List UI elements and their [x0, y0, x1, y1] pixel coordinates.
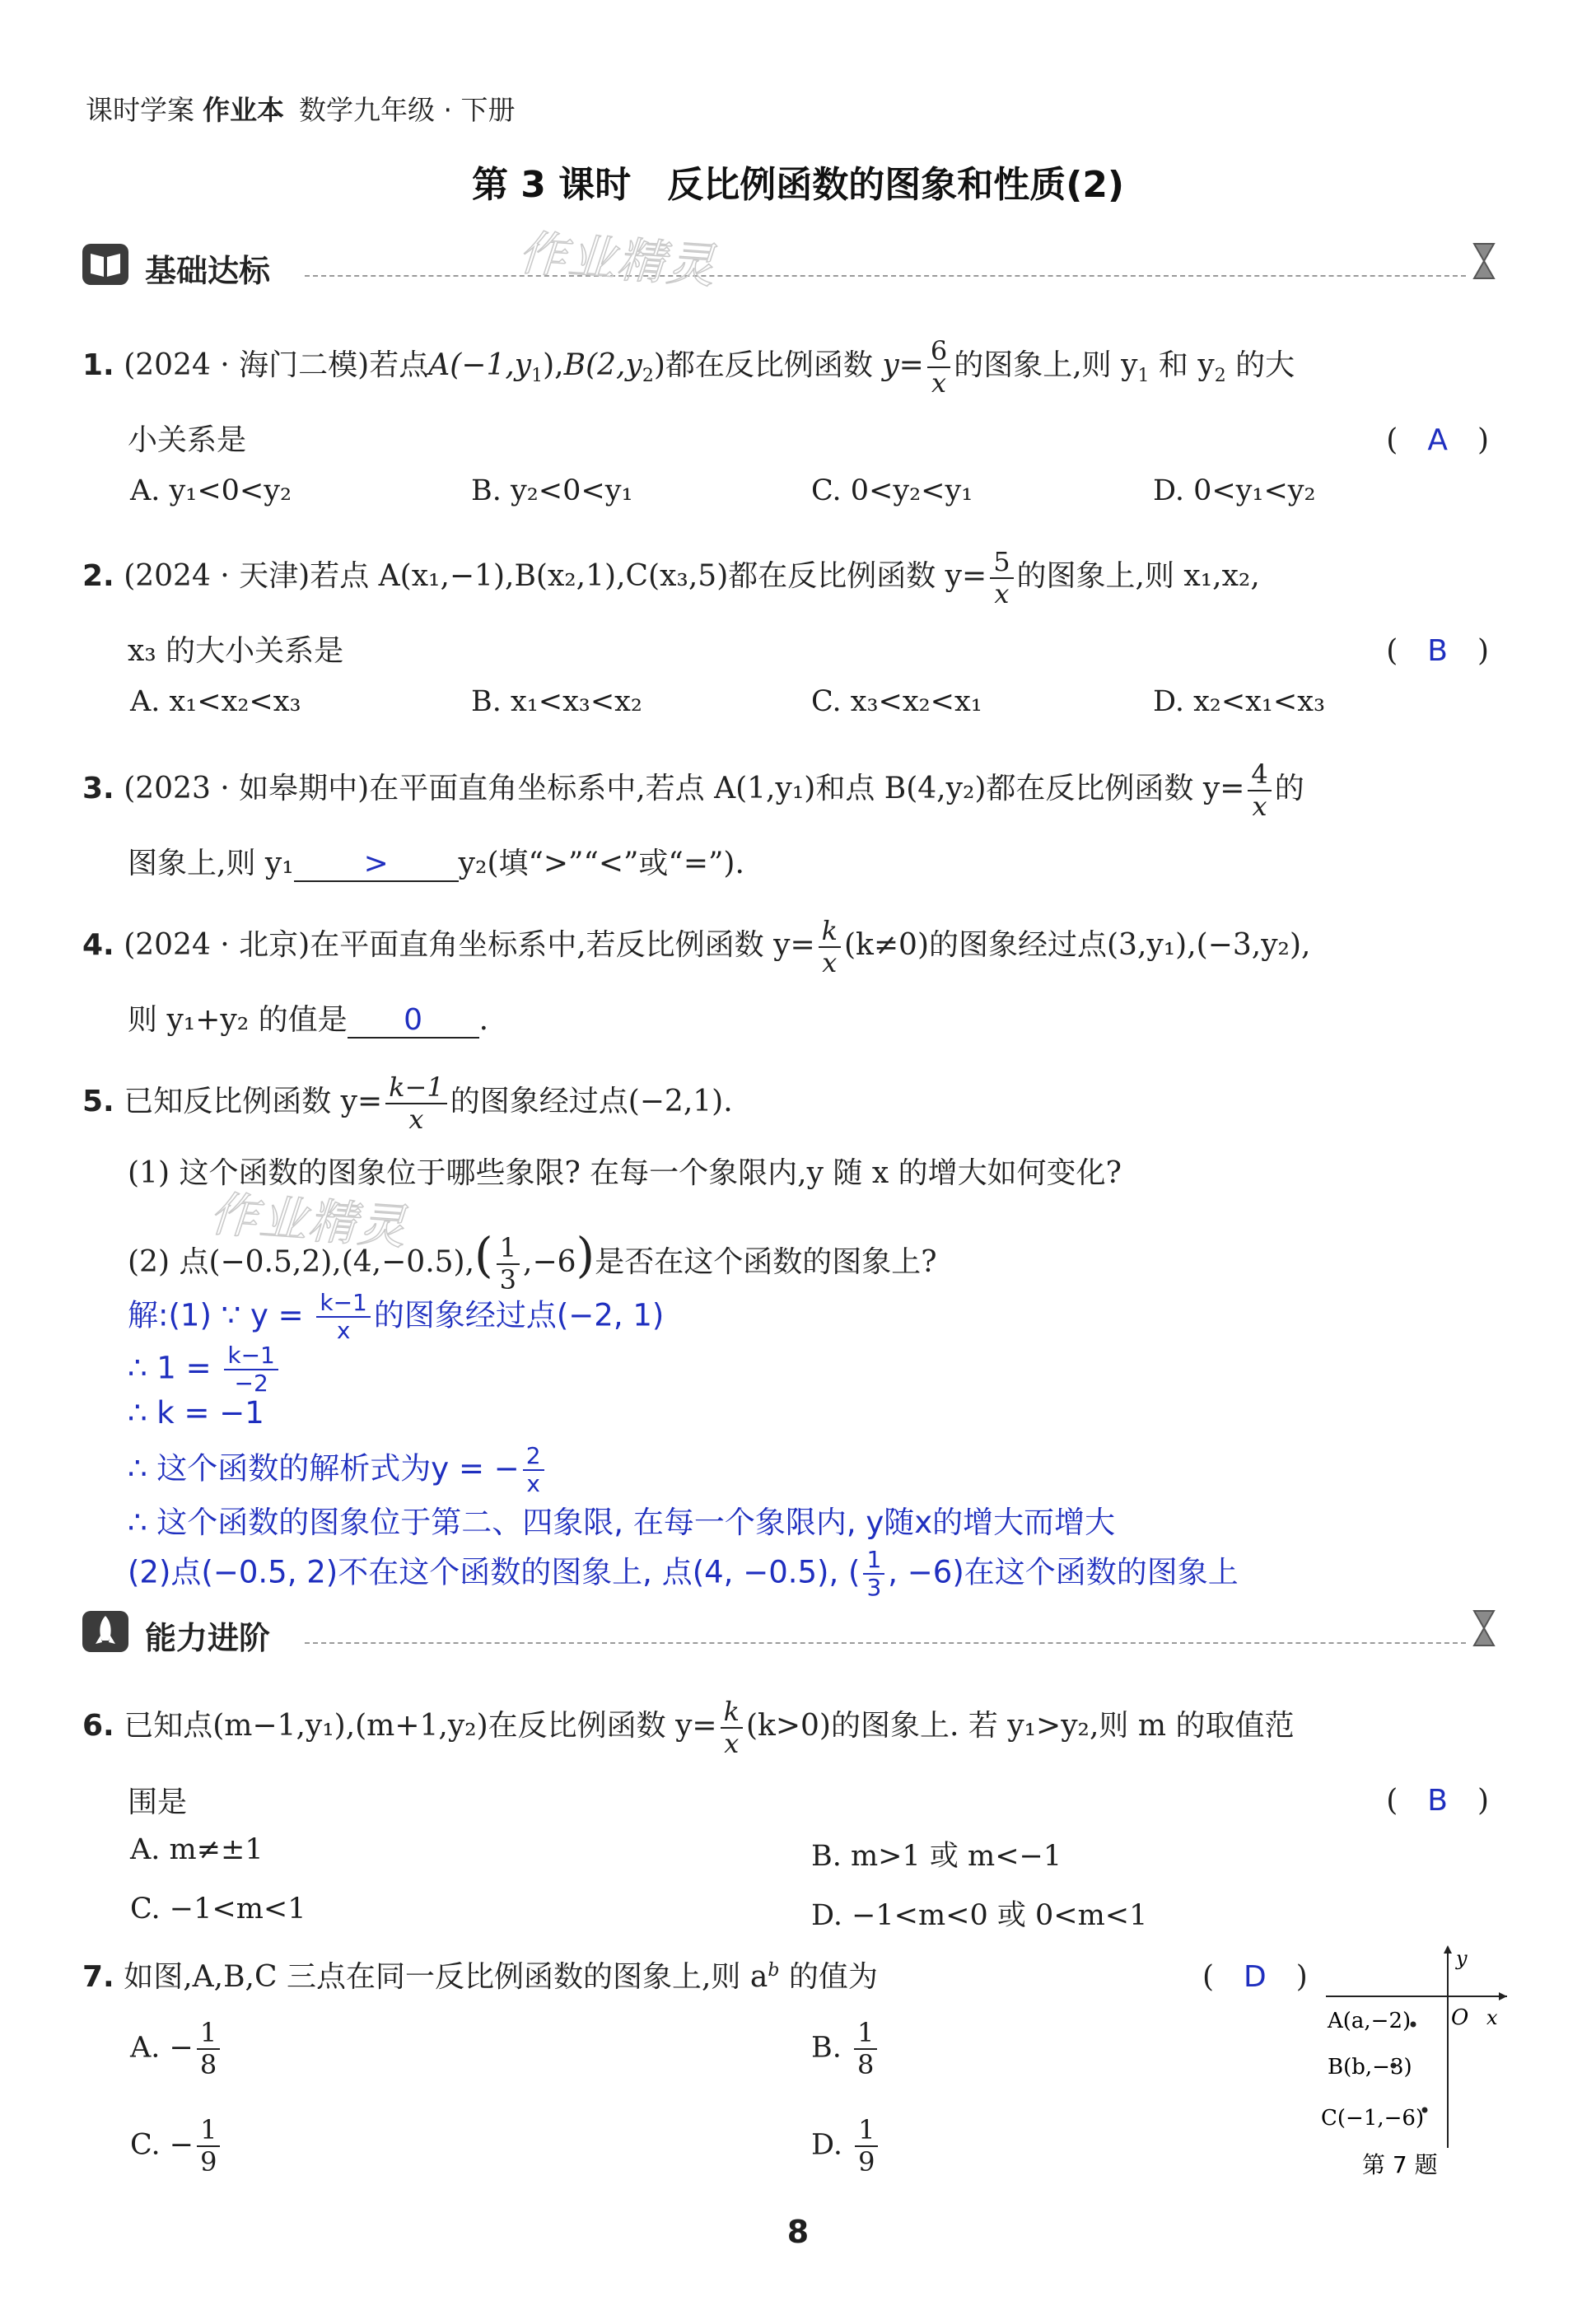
- q6-answer: B: [1427, 1784, 1448, 1818]
- q7-option-d: D. $\frac{1}{9}$: [811, 2115, 881, 2178]
- divider: [305, 275, 1466, 277]
- solution-line2: ∴ 1 = $\frac{k-1}{-2}$: [128, 1342, 282, 1397]
- q5-part2: (2) 点(−0.5,2),(4,−0.5),( $\frac{1}{3}$ ,−6)是否在这个函数的图象上?: [128, 1227, 937, 1295]
- q2-line1: 2. (2024 · 天津)若点 A(x₁,−1),B(x₂,1),C(x₃,5)都在反比例函数 y= $\frac{5}{x}$ 的图象上,则 x₁,x₂,: [82, 546, 1260, 609]
- q1-option-b: B. y₂<0<y₁: [471, 474, 633, 507]
- solution-line5: ∴ 这个函数的图象位于第二、四象限, 在每一个象限内, y随x的增大而增大: [128, 1505, 1116, 1540]
- y-axis-label: y: [1456, 1947, 1468, 1970]
- q6-option-d: D. −1<m<0 或 0<m<1: [811, 1899, 1148, 1932]
- q1-answer: A: [1427, 423, 1448, 457]
- q7-option-c: C. − $\frac{1}{9}$: [130, 2115, 223, 2178]
- q4-answer: 0: [404, 1003, 423, 1037]
- q5-part1: (1) 这个函数的图象位于哪些象限? 在每一个象限内,y 随 x 的增大如何变化?: [128, 1156, 1122, 1190]
- q3-line1: 3. (2023 · 如皋期中)在平面直角坐标系中,若点 A(1,y₁)和点 B(4,y₂)都在反比例函数 y= $\frac{4}{x}$ 的: [82, 759, 1304, 822]
- subject-name: 数学九年级 · 下册: [299, 94, 516, 126]
- section-advanced: [82, 1606, 1499, 1659]
- lesson-title: 第 3 课时 反比例函数的图象和性质(2): [471, 164, 1125, 206]
- q6-answer-box: ( B ): [1386, 1784, 1489, 1818]
- fraction: $\frac{6}{x}$: [927, 336, 950, 399]
- hourglass-icon: [1469, 1606, 1499, 1650]
- point-c-label: C(−1,−6): [1321, 2106, 1425, 2131]
- q2-option-a: A. x₁<x₂<x₃: [130, 685, 301, 718]
- book-icon: [82, 244, 128, 285]
- page-number: 8: [786, 2214, 810, 2250]
- q4-line1: 4. (2024 · 北京)在平面直角坐标系中,若反比例函数 y= $\frac{k}{x}$ (k≠0)的图象经过点(3,y₁),(−3,y₂),: [82, 915, 1311, 978]
- solution-line3: ∴ k = −1: [128, 1395, 264, 1431]
- section-basic: [82, 239, 1499, 292]
- q6-line2: 围是: [128, 1786, 188, 1819]
- q2-answer: B: [1427, 634, 1448, 668]
- origin-label: O: [1451, 2005, 1469, 2030]
- q2-answer-box: ( B ): [1386, 634, 1489, 668]
- solution-line6: (2)点(−0.5, 2)不在这个函数的图象上, 点(4, −0.5), ( $\frac{1}{3}$ , −6)在这个函数的图象上: [128, 1546, 1239, 1602]
- q1-line1: 1. (2024 · 海门二模)若点$A(-1,y_1),B(2,y_2)$都在反比例函数 y= $\frac{6}{x}$ 的图象上,则 $y_1$ 和 $y_2$ 的大: [82, 335, 1295, 399]
- q1-option-c: C. 0<y₂<y₁: [811, 474, 973, 507]
- q7-answer-box: ( D ): [1202, 1960, 1308, 1994]
- section-title: 基础达标: [145, 253, 271, 289]
- q3-line2: 图象上,则 y₁ > y₂(填“>”“<”或“=”).: [128, 847, 744, 880]
- q1-option-d: D. 0<y₁<y₂: [1153, 474, 1316, 507]
- q6-option-a: A. m≠±1: [130, 1833, 264, 1866]
- point-a-label: A(a,−2): [1328, 2009, 1412, 2033]
- q5-line1: 5. 已知反比例函数 y= $\frac{k-1}{x}$ 的图象经过点(−2,1).: [82, 1071, 733, 1135]
- q6-option-c: C. −1<m<1: [130, 1893, 306, 1926]
- q6-option-b: B. m>1 或 m<−1: [811, 1840, 1062, 1873]
- q7-line1: 7. 如图,A,B,C 三点在同一反比例函数的图象上,则 $a^b$ 的值为: [82, 1960, 878, 1994]
- q2-option-d: D. x₂<x₁<x₃: [1153, 685, 1326, 718]
- q4-line2: 则 y₁+y₂ 的值是 0 .: [128, 1003, 489, 1037]
- q6-line1: 6. 已知点(m−1,y₁),(m+1,y₂)在反比例函数 y= $\frac{k}{x}$ (k>0)的图象上. 若 y₁>y₂,则 m 的取值范: [82, 1696, 1295, 1759]
- watermark-2: 作业精灵: [208, 1185, 409, 1256]
- q2-line2: x₃ 的大小关系是: [128, 634, 344, 668]
- q7-answer: D: [1244, 1960, 1267, 1994]
- q1-answer-box: ( A ): [1386, 423, 1489, 457]
- q7-option-a: A. − $\frac{1}{8}$: [130, 2018, 223, 2080]
- q7-figure: [1318, 1942, 1515, 2189]
- solution-line4: ∴ 这个函数的解析式为y = − $\frac{2}{x}$: [128, 1443, 548, 1497]
- point-b-label: B(b,−3): [1328, 2055, 1412, 2080]
- solution-line1: 解:(1) ∵ y = $\frac{k-1}{x}$ 的图象经过点(−2, 1): [128, 1289, 665, 1345]
- point-a: [1411, 2022, 1416, 2028]
- x-axis-label: x: [1486, 2006, 1498, 2029]
- q1-line2: 小关系是: [128, 423, 247, 457]
- book-name: 作业本: [203, 94, 284, 126]
- rocket-icon: [82, 1611, 128, 1652]
- section-title: 能力进阶: [145, 1620, 271, 1656]
- book-header: [86, 89, 515, 128]
- figure-caption: 第 7 题: [1362, 2151, 1438, 2178]
- q2-option-c: C. x₃<x₂<x₁: [811, 685, 982, 718]
- q1-option-a: A. y₁<0<y₂: [130, 474, 292, 507]
- series-name: 课时学案: [86, 94, 194, 126]
- hourglass-icon: [1469, 239, 1499, 283]
- divider: [305, 1642, 1466, 1644]
- q7-option-b: B. $\frac{1}{8}$: [811, 2018, 880, 2080]
- q3-answer: >: [363, 847, 389, 880]
- watermark: 作业精灵: [516, 224, 718, 295]
- q2-option-b: B. x₁<x₃<x₂: [471, 685, 642, 718]
